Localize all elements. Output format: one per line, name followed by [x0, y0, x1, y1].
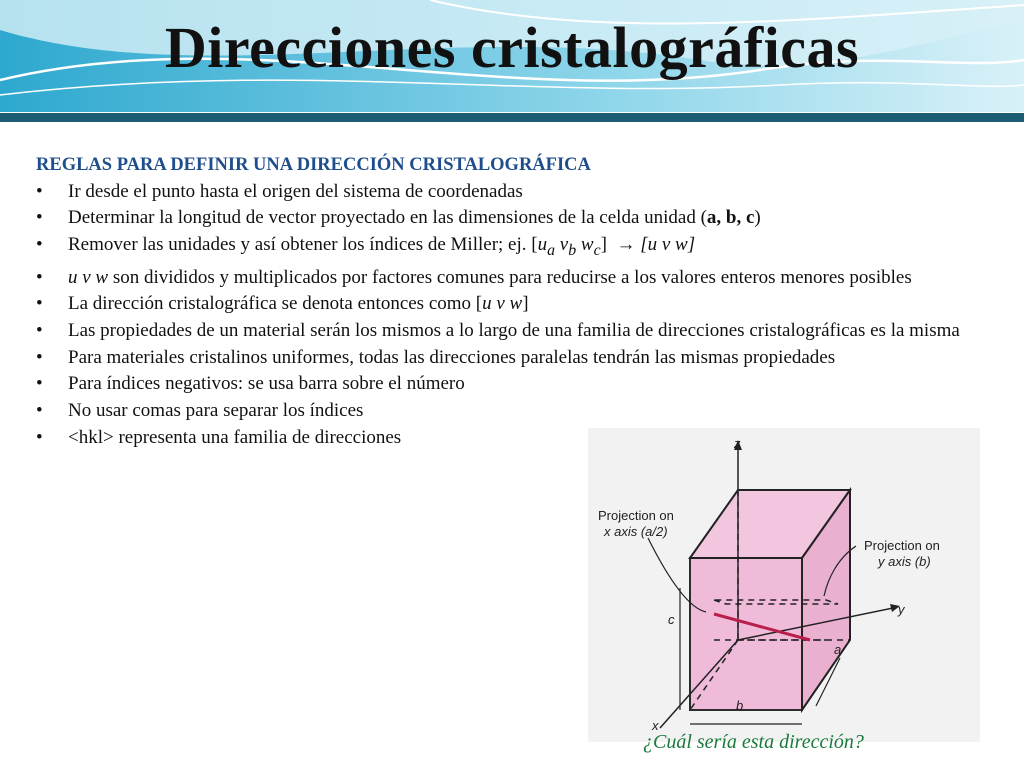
rule-item: [36, 291, 996, 318]
rule-text: Remover las unidades y así obtener los índices de Miller; ej. [: [68, 234, 538, 256]
rule-text: Para materiales cristalinos uniformes, todas las direcciones paralelas tendrán las mismas propiedades: [68, 346, 836, 368]
bullet-icon: •: [36, 346, 43, 368]
rule-item: [36, 179, 996, 206]
slide-header: [0, 0, 1024, 125]
miller-w-sub: c: [593, 241, 601, 259]
bullet-icon: •: [36, 320, 43, 342]
rule-text: Determinar la longitud de vector proyectado en las dimensiones de la celda unidad (: [68, 207, 707, 229]
rule-item: [36, 265, 996, 292]
section-heading: REGLAS PARA DEFINIR UNA DIRECCIÓN CRISTALOGRÁFICA: [36, 155, 591, 175]
rule-item: [36, 371, 996, 398]
rule-text-close: ]: [522, 293, 529, 315]
rule-text: La dirección cristalográfica se denota entonces como [: [68, 293, 483, 315]
rule-item: [36, 398, 996, 425]
cell-params: a, b, c: [706, 207, 755, 229]
bullet-icon: •: [36, 266, 43, 288]
miller-w: w: [580, 234, 594, 256]
unit-cell-figure: [588, 428, 980, 742]
rule-item: [36, 318, 996, 345]
proj-x-label-1: Projection on: [598, 508, 674, 523]
arrow-icon: →: [616, 234, 636, 256]
uvw-label: u v w: [482, 293, 523, 315]
rule-text: No usar comas para separar los índices: [68, 400, 364, 422]
axis-y-label: y: [898, 602, 905, 617]
bullet-icon: •: [36, 293, 43, 315]
bullet-icon: •: [36, 180, 43, 202]
rule-item: [36, 232, 996, 265]
uvw-label: u v w: [68, 266, 109, 288]
rule-text: son divididos y multiplicados por factores comunes para reducirse a los valores enteros menores posibles: [108, 266, 912, 288]
rules-content: [36, 152, 996, 452]
dim-b-label: b: [736, 698, 744, 713]
rules-list: [36, 179, 996, 452]
axis-x-label: x: [652, 718, 659, 733]
proj-x-label-2: x axis (a/2): [604, 524, 668, 539]
dim-a-label: a: [834, 642, 842, 657]
miller-close: ]: [600, 234, 607, 256]
slide-title: Direcciones cristalográficas: [164, 15, 860, 80]
miller-u: u: [537, 234, 548, 256]
rule-item: [36, 345, 996, 372]
rule-text: Para índices negativos: se usa barra sobre el número: [68, 373, 465, 395]
rule-text: Las propiedades de un material serán los mismos a lo largo de una familia de direcciones cristalográficas es la misma: [68, 320, 960, 342]
dim-c-label: c: [668, 612, 675, 627]
bullet-icon: •: [36, 234, 43, 256]
bullet-icon: •: [36, 426, 43, 448]
bullet-icon: •: [36, 207, 43, 229]
proj-y-label-2: y axis (b): [878, 554, 931, 569]
rule-item: [36, 205, 996, 232]
miller-u-sub: a: [547, 241, 556, 259]
miller-v-sub: b: [568, 241, 577, 259]
bullet-icon: •: [36, 400, 43, 422]
axis-z-label: z: [734, 436, 741, 451]
rule-text-close: ): [754, 207, 761, 229]
rule-text: Ir desde el punto hasta el origen del sistema de coordenadas: [68, 180, 523, 202]
rule-text: <hkl> representa una familia de direcciones: [68, 426, 402, 448]
miller-v: v: [559, 234, 569, 256]
proj-y-label-1: Projection on: [864, 538, 940, 553]
unit-cell-diagram: [588, 428, 980, 742]
miller-result: [u v w]: [640, 234, 696, 256]
question-caption: ¿Cuál sería esta dirección?: [643, 731, 864, 753]
bullet-icon: •: [36, 373, 43, 395]
